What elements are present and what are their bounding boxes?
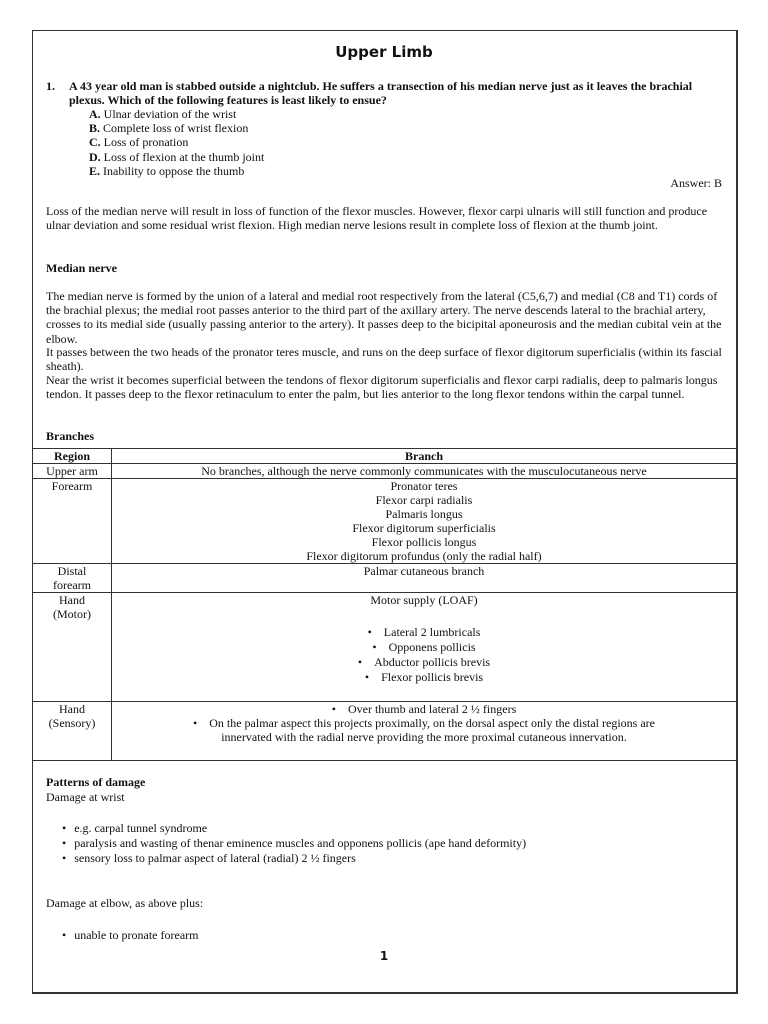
list-item: • Flexor pollicis brevis <box>114 670 734 685</box>
region-line: (Motor) <box>53 607 91 621</box>
branch-item: Flexor digitorum superficialis <box>352 521 496 535</box>
branches-heading: Branches <box>46 429 94 443</box>
wrist-label: Damage at wrist <box>46 790 125 804</box>
option-e: E. Inability to oppose the thumb <box>89 163 245 178</box>
region-line: Hand <box>59 702 85 716</box>
region-line: Distal <box>57 564 87 578</box>
table-header-row <box>33 449 737 464</box>
branch-item: Flexor digitorum profundus (only the radial half) <box>306 549 542 563</box>
option-d: D. Loss of flexion at the thumb joint <box>89 149 265 164</box>
table-row <box>33 479 737 564</box>
list-item: • Opponens pollicis <box>114 640 734 655</box>
region-line: forearm <box>53 578 91 592</box>
list-item: • paralysis and wasting of thenar eminence muscles and opponens pollicis (ape hand deformity) <box>76 836 526 851</box>
median-paragraph-1: The median nerve is formed by the union of a lateral and medial root respectively from the lateral (C5,6,7) and medial (C8 and T1) cords of the brachial plexus; the medial root passes anterior to the third part of the axillary artery. The nerve descends lateral to the brachial artery, crosses to its medial side (usually passing anterior to the artery). It passes deep to the bicipital aponeurosis and the median cubital vein at the elbow. <box>46 289 722 346</box>
header-region: Region <box>33 449 112 464</box>
list-item: • Abductor pollicis brevis <box>114 655 734 670</box>
region-cell: Forearm <box>33 479 112 564</box>
branch-cell <box>112 702 737 761</box>
region-cell <box>33 593 112 702</box>
elbow-label: Damage at elbow, as above plus: <box>46 896 204 910</box>
header-branch: Branch <box>112 449 737 464</box>
branch-cell <box>112 593 737 702</box>
region-line: (Sensory) <box>48 716 96 730</box>
table-row <box>33 702 737 761</box>
branch-item: Pronator teres <box>390 479 458 493</box>
question-number: 1. <box>46 79 55 93</box>
wrist-list <box>76 821 526 866</box>
page-number: 1 <box>379 949 389 963</box>
answer-options <box>89 107 264 178</box>
list-item: • e.g. carpal tunnel syndrome <box>76 821 526 836</box>
sensory-list <box>172 702 676 744</box>
table-row <box>33 564 737 593</box>
branch-item: Flexor carpi radialis <box>375 493 473 507</box>
branch-item: Flexor pollicis longus <box>371 535 477 549</box>
elbow-list <box>76 928 198 943</box>
region-line: Hand <box>59 593 85 607</box>
branch-cell <box>112 479 737 564</box>
patterns-heading: Patterns of damage <box>46 775 146 789</box>
table-row <box>33 593 737 702</box>
list-item: • On the palmar aspect this projects proximally, on the dorsal aspect only the distal regions are innervated with the radial nerve providing the more proximal cutaneous innervation. <box>172 716 676 744</box>
median-paragraph-2: It passes between the two heads of the pronator teres muscle, and runs on the deep surface of flexor digitorum superficialis (within its fascial sheath). <box>46 345 722 374</box>
branch-item: Palmaris longus <box>385 507 463 521</box>
answer-key: Answer: B <box>670 176 722 190</box>
option-c: C. Loss of pronation <box>89 135 189 150</box>
branches-table <box>32 448 737 761</box>
explanation-paragraph: Loss of the median nerve will result in loss of function of the flexor muscles. However, flexor carpi ulnaris will still function and produce ulnar deviation and some residual wrist flexion. High median nerve lesions result in complete loss of flexion at the thumb joint. <box>46 204 708 233</box>
median-paragraph-3: Near the wrist it becomes superficial between the tendons of flexor digitorum superficialis and flexor carpi radialis, deep to palmaris longus tendon. It passes deep to the flexor retinaculum to enter the palm, but lies anterior to the long flexor tendons within the carpal tunnel. <box>46 373 718 402</box>
branch-cell: No branches, although the nerve commonly communicates with the musculocutaneous nerve <box>112 464 737 479</box>
branch-cell: Palmar cutaneous branch <box>112 564 737 593</box>
region-cell: Upper arm <box>33 464 112 479</box>
list-item: • Over thumb and lateral 2 ½ fingers <box>172 702 676 716</box>
motor-list <box>114 625 734 685</box>
region-cell <box>33 702 112 761</box>
motor-title: Motor supply (LOAF) <box>370 593 478 607</box>
option-b: B. Complete loss of wrist flexion <box>89 121 249 136</box>
page-title: Upper Limb <box>335 43 433 61</box>
list-item: • unable to pronate forearm <box>76 928 198 943</box>
question-stem: A 43 year old man is stabbed outside a nightclub. He suffers a transection of his median nerve just as it leaves the brachial plexus. Which of the following features is least likely to ensue? <box>69 79 693 107</box>
list-item: • Lateral 2 lumbricals <box>114 625 734 640</box>
median-nerve-heading: Median nerve <box>46 261 117 275</box>
option-a: A. Ulnar deviation of the wrist <box>89 107 237 121</box>
table-row <box>33 464 737 479</box>
list-item: • sensory loss to palmar aspect of lateral (radial) 2 ½ fingers <box>76 851 526 866</box>
region-cell <box>33 564 112 593</box>
